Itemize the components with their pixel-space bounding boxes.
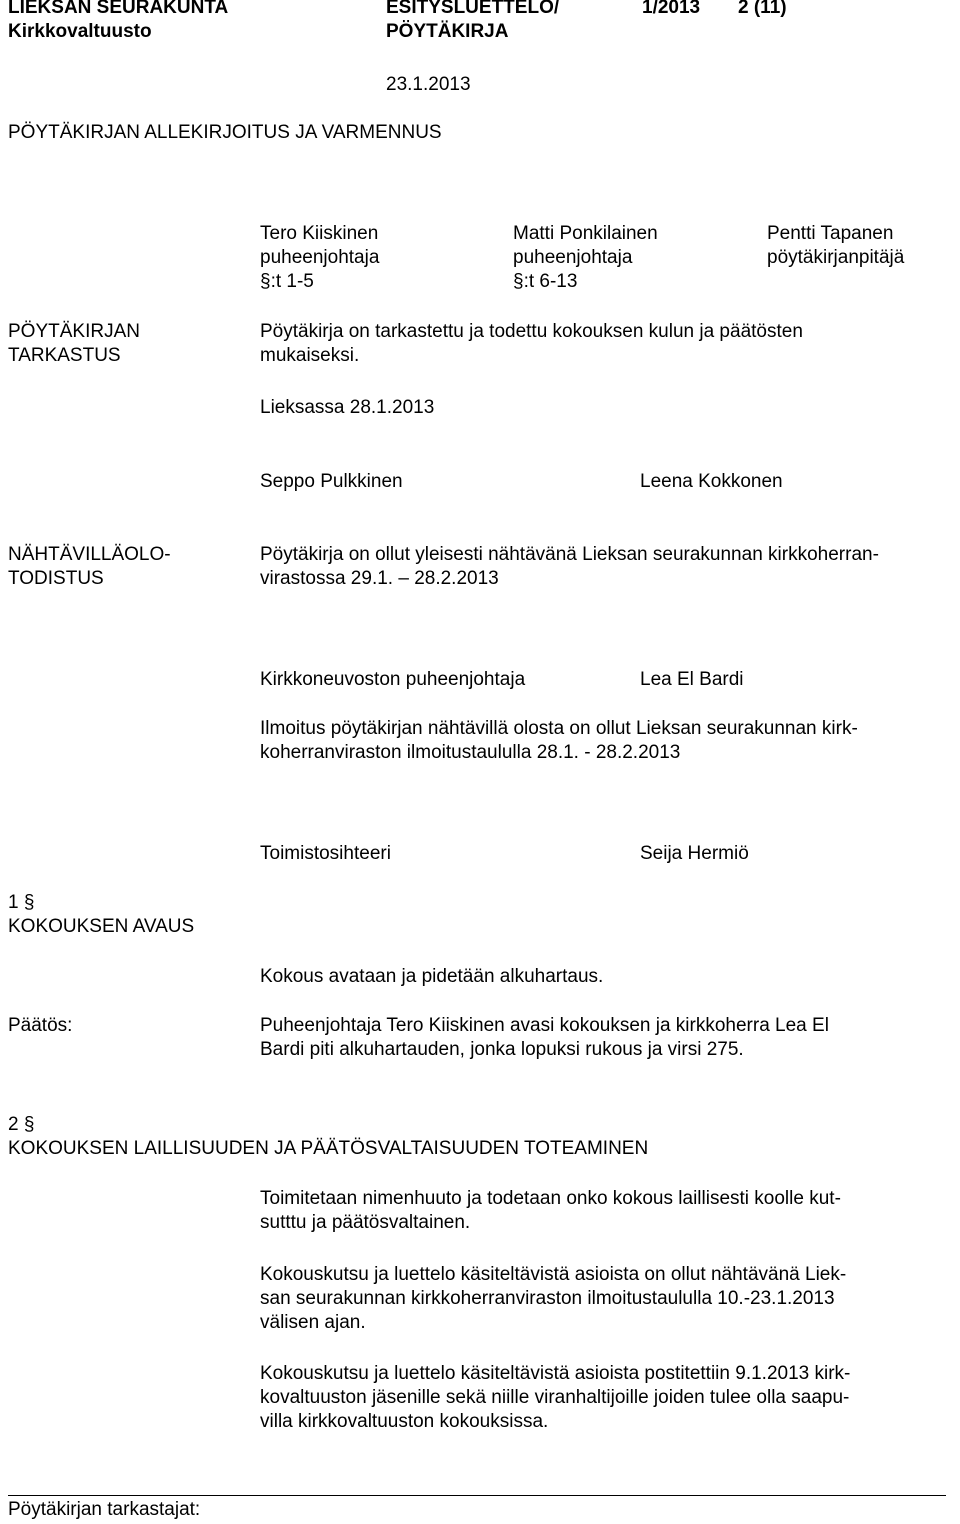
section-2-paragraph-3: Kokouskutsu ja luettelo käsiteltävistä asioista postitettiin 9.1.2013 kirk- kovaltuuston jäsenille sekä niille viranhaltijoille joiden tulee olla saapu- villa kirkkovaltuuston kokouksissa. xyxy=(260,1363,851,1432)
signer-role: puheenjohtaja xyxy=(260,247,380,268)
section-title: KOKOUKSEN LAILLISUUDEN JA PÄÄTÖSVALTAISUUDEN TOTEAMINEN xyxy=(8,1138,649,1159)
section-2-paragraph-2: Kokouskutsu ja luettelo käsiteltävistä asioista on ollut nähtävänä Liek- san seurakunnan kirkkoherranviraston ilmoitustaululla 10.-23.1.2013 välisen ajan. xyxy=(260,1264,847,1333)
org-name: LIEKSAN SEURAKUNTA xyxy=(8,0,229,18)
signer-sections: §:t 6-13 xyxy=(513,271,578,292)
section-number: 2 § xyxy=(8,1114,35,1135)
decision-label: Päätös: xyxy=(8,1015,73,1036)
doc-number: 1/2013 xyxy=(642,0,701,18)
footer-inspectors-label: Pöytäkirjan tarkastajat: xyxy=(8,1499,201,1520)
section-number: 1 § xyxy=(8,892,35,913)
inspection-label: PÖYTÄKIRJAN TARKASTUS xyxy=(8,321,140,366)
inspector-1: Seppo Pulkkinen xyxy=(260,471,403,492)
display-notice-text: Pöytäkirja on ollut yleisesti nähtävänä Lieksan seurakunnan kirkkoherran- virastossa 29.1. – 28.2.2013 xyxy=(260,544,879,589)
doc-type-line-1: ESITYSLUETTELO/ xyxy=(386,0,560,18)
signer-sections: §:t 1-5 xyxy=(260,271,314,292)
signer-name: Tero Kiiskinen xyxy=(260,223,379,244)
display-notice-label: NÄHTÄVILLÄOLO- TODISTUS xyxy=(8,544,171,589)
section-title: KOKOUKSEN AVAUS xyxy=(8,916,195,937)
inspection-place-date: Lieksassa 28.1.2013 xyxy=(260,397,435,418)
section-1-intro: Kokous avataan ja pidetään alkuhartaus. xyxy=(260,966,604,987)
inspection-text: Pöytäkirja on tarkastettu ja todettu kokouksen kulun ja päätösten mukaiseksi. xyxy=(260,321,803,366)
doc-type xyxy=(386,0,559,44)
org-header xyxy=(8,0,228,44)
signer-3 xyxy=(767,222,904,270)
page-number: 2 (11) xyxy=(738,0,787,18)
notice-text: Ilmoitus pöytäkirjan nähtävillä olosta on ollut Lieksan seurakunnan kirk- koherranviraston ilmoitustaululla 28.1. - 28.2.2013 xyxy=(260,718,858,763)
signer-1 xyxy=(260,222,379,294)
secretary-name: Seija Hermiö xyxy=(640,843,749,864)
section-1-heading xyxy=(8,891,194,939)
meeting-date: 23.1.2013 xyxy=(386,74,471,95)
signature-section-title: PÖYTÄKIRJAN ALLEKIRJOITUS JA VARMENNUS xyxy=(8,122,442,143)
signer-role: pöytäkirjanpitäjä xyxy=(767,247,905,268)
signer-name: Matti Ponkilainen xyxy=(513,223,658,244)
org-body: Kirkkovaltuusto xyxy=(8,21,152,42)
inspector-2: Leena Kokkonen xyxy=(640,471,783,492)
secretary-title: Toimistosihteeri xyxy=(260,843,391,864)
section-1-decision: Puheenjohtaja Tero Kiiskinen avasi kokouksen ja kirkkoherra Lea El Bardi piti alkuhartauden, jonka lopuksi rukous ja virsi 275. xyxy=(260,1015,829,1060)
section-2-heading xyxy=(8,1113,648,1161)
signer-name: Pentti Tapanen xyxy=(767,223,894,244)
chair-name: Lea El Bardi xyxy=(640,669,744,690)
signer-role: puheenjohtaja xyxy=(513,247,633,268)
section-2-paragraph-1: Toimitetaan nimenhuuto ja todetaan onko kokous laillisesti koolle kut- sutttu ja päätösvaltainen. xyxy=(260,1188,841,1233)
footer-divider xyxy=(8,1495,946,1496)
chair-title: Kirkkoneuvoston puheenjohtaja xyxy=(260,669,526,690)
doc-type-line-2: PÖYTÄKIRJA xyxy=(386,21,509,42)
signer-2 xyxy=(513,222,658,294)
